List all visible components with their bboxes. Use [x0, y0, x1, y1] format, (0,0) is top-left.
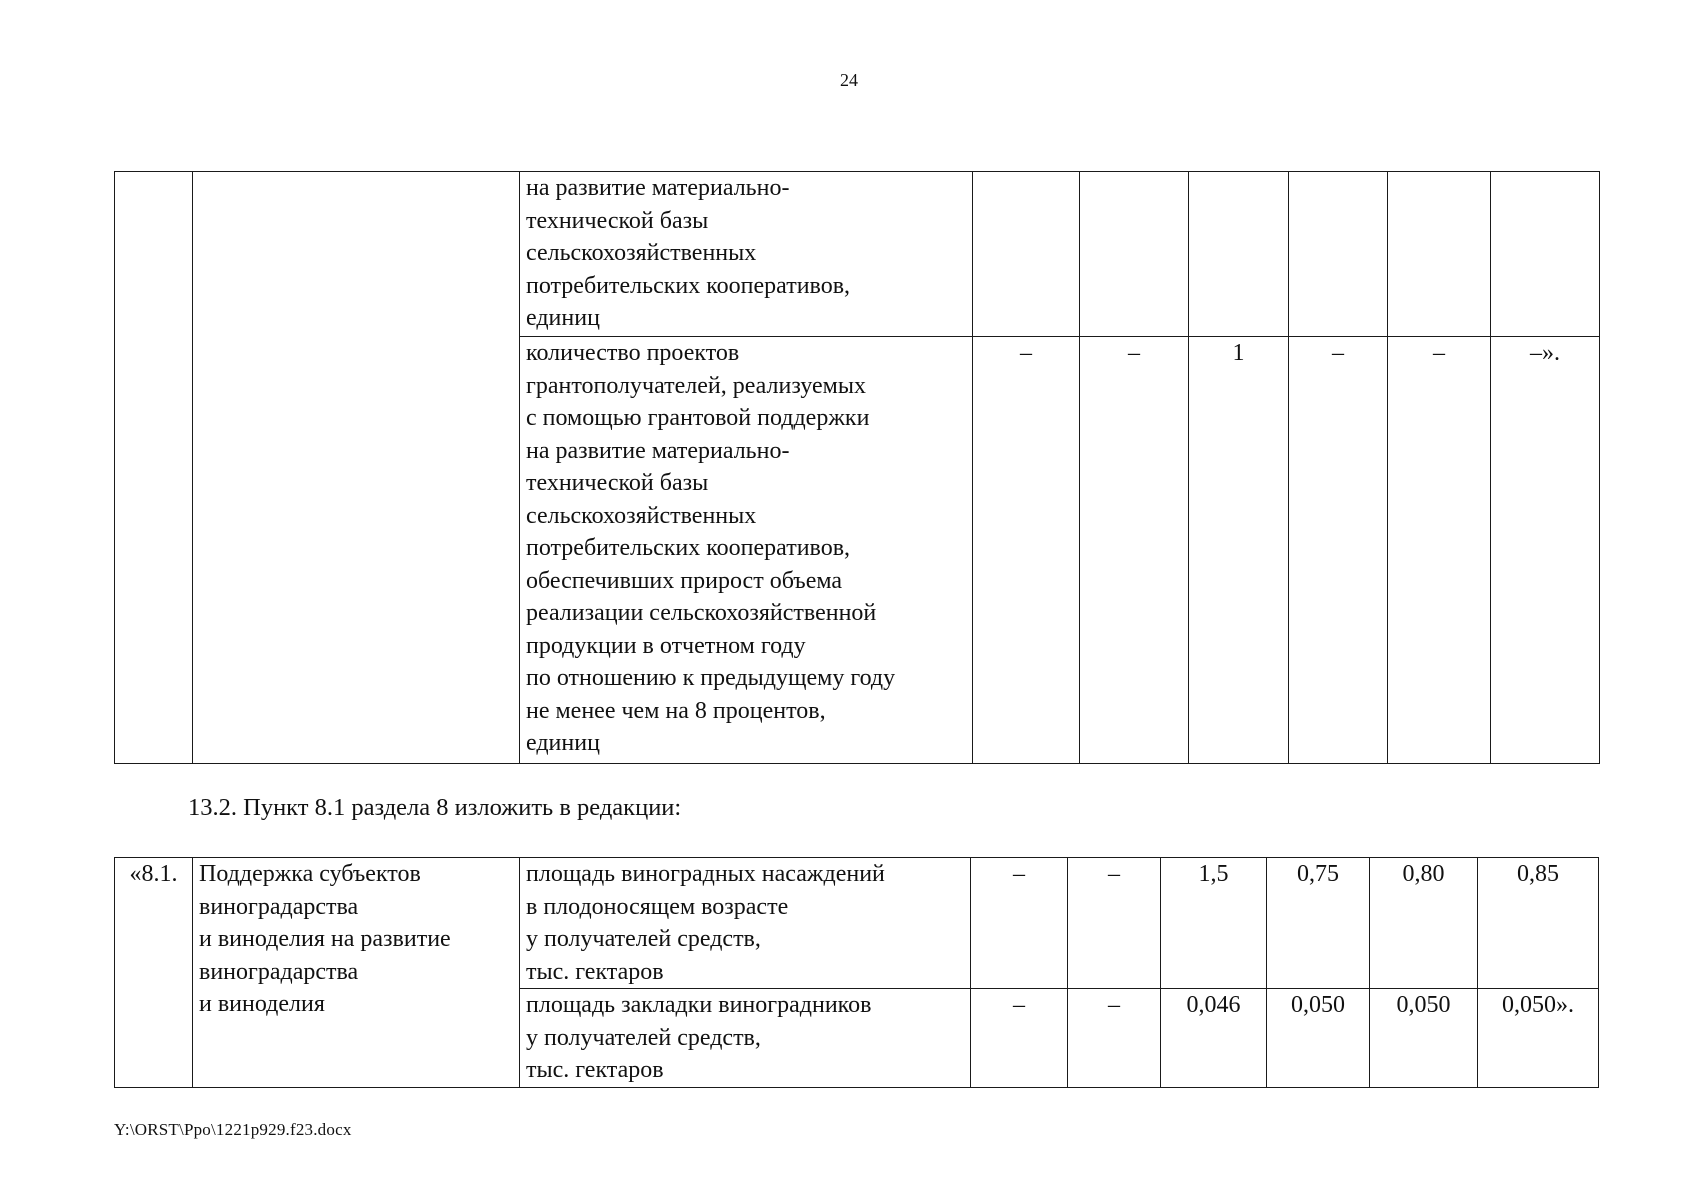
indicator-text-line: у получателей средств,	[526, 1024, 761, 1051]
measure-name-cell	[193, 172, 520, 764]
indicator-text-line: площадь виноградных насаждений	[526, 861, 885, 887]
measure-name-line: и виноделия на развитие	[199, 926, 451, 952]
indicator-text-line: не менее чем на 8 процентов,	[526, 697, 826, 724]
value-cell: –	[1388, 337, 1491, 764]
value-cell	[1189, 172, 1289, 337]
value-cell: 1,5	[1161, 858, 1267, 989]
value-cell: 0,75	[1267, 858, 1370, 989]
indicator-text-line: по отношению к предыдущему году	[526, 665, 896, 691]
value-cell: –	[973, 337, 1080, 764]
indicator-text-line: на развитие материально-	[526, 175, 790, 201]
value-cell	[1491, 172, 1600, 337]
indicator-text-line: на развитие материально-	[526, 437, 790, 464]
indicator-cell	[520, 858, 971, 989]
value-cell: 0,80	[1370, 858, 1478, 989]
value-cell	[1388, 172, 1491, 337]
table-row	[115, 858, 1599, 989]
indicator-text-line: технической базы	[526, 207, 709, 234]
value-cell: 0,050».	[1478, 989, 1599, 1088]
indicator-text-line: единиц	[526, 730, 600, 756]
value-cell: 0,85	[1478, 858, 1599, 989]
amendment-paragraph: 13.2. Пункт 8.1 раздела 8 изложить в редакции:	[188, 794, 682, 821]
value-cell	[1289, 172, 1388, 337]
row-number-cell: «8.1.	[115, 858, 193, 1088]
measure-name-cell	[193, 858, 520, 1088]
value-cell: –	[1068, 858, 1161, 989]
value-cell: 0,046	[1161, 989, 1267, 1088]
value-cell	[1080, 172, 1189, 337]
row-number-cell	[115, 172, 193, 764]
indicator-text-line: реализации сельскохозяйственной	[526, 600, 877, 626]
value-cell: –	[971, 989, 1068, 1088]
indicators-table-item-8-1	[114, 857, 1599, 1088]
indicator-cell	[520, 172, 973, 337]
indicator-text-line: обеспечивших прирост объема	[526, 567, 843, 594]
indicator-text-line: единиц	[526, 305, 600, 331]
measure-name-line: виноградарства	[199, 893, 359, 920]
indicator-text-line: потребительских кооперативов,	[526, 272, 851, 299]
measure-name-line: Поддержка субъектов	[199, 861, 421, 887]
indicator-text-line: у получателей средств,	[526, 926, 761, 952]
value-cell: –	[1080, 337, 1189, 764]
measure-name-line: виноградарства	[199, 958, 359, 985]
indicator-cell	[520, 337, 973, 764]
value-cell: 0,050	[1370, 989, 1478, 1088]
indicator-text-line: продукции в отчетном году	[526, 632, 806, 659]
indicator-text-line: тыс. гектаров	[526, 1057, 664, 1083]
page-number: 24	[840, 70, 858, 90]
indicator-text-line: грантополучателей, реализуемых	[526, 372, 866, 399]
value-cell: –	[1289, 337, 1388, 764]
indicator-text-line: площадь закладки виноградников	[526, 992, 872, 1018]
table-row	[115, 172, 1600, 337]
value-cell: –».	[1491, 337, 1600, 764]
value-cell: 1	[1189, 337, 1289, 764]
indicator-cell	[520, 989, 971, 1088]
indicator-text-line: сельскохозяйственных	[526, 502, 757, 529]
measure-name-line: и виноделия	[199, 991, 325, 1017]
indicator-text-line: количество проектов	[526, 340, 740, 366]
document-file-path: Y:\ORST\Ppo\1221p929.f23.docx	[114, 1120, 352, 1139]
value-cell: –	[971, 858, 1068, 989]
indicator-text-line: сельскохозяйственных	[526, 240, 757, 266]
indicator-text-line: с помощью грантовой поддержки	[526, 405, 870, 431]
indicator-text-line: технической базы	[526, 470, 709, 496]
indicators-table-continued	[114, 171, 1600, 764]
indicator-text-line: в плодоносящем возрасте	[526, 893, 789, 920]
value-cell: 0,050	[1267, 989, 1370, 1088]
indicator-text-line: потребительских кооперативов,	[526, 535, 851, 561]
indicator-text-line: тыс. гектаров	[526, 958, 664, 985]
value-cell	[973, 172, 1080, 337]
value-cell: –	[1068, 989, 1161, 1088]
